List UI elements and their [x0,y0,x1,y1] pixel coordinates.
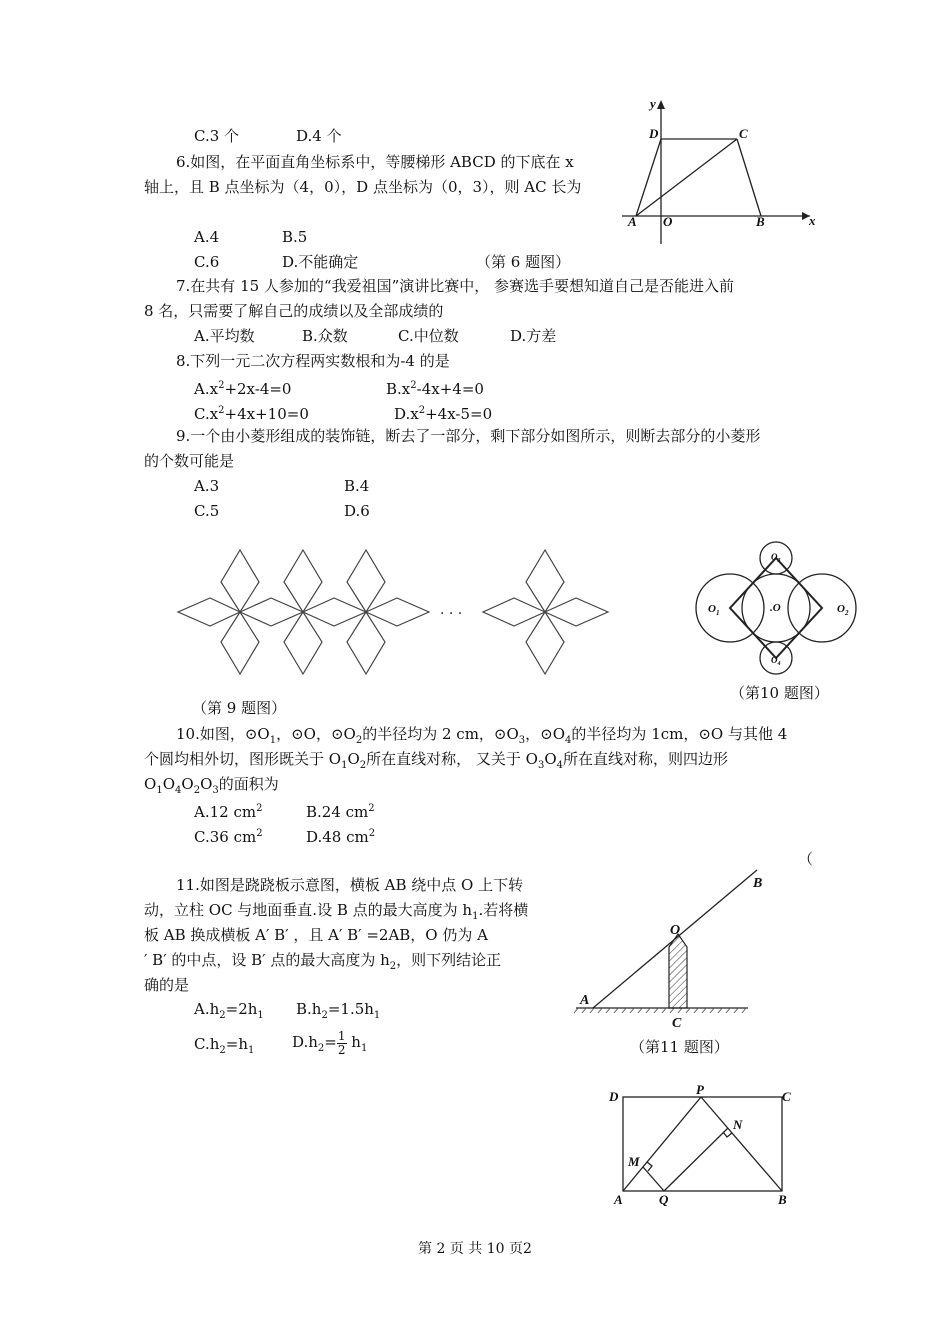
q9-rhombus-chain-figure [170,540,620,680]
q6-option-b: B.5 [282,228,308,246]
q10-label-o2: $O_2$ [837,603,849,617]
q6-diagonal-ac [636,139,737,216]
q12-right-angle-n [723,1132,732,1137]
q7-option-d: D.方差 [510,327,557,345]
q10-label-o: .O [770,602,781,614]
q9-rhombus [178,598,240,626]
q6-stem-line2: 轴上，且 B 点坐标为（4，0），D 点坐标为（0，3），则 AC 长为 [144,178,582,196]
q10-label-o4: $O_4$ [771,655,781,667]
q11-fraction-half: $\frac{1}{2}$ [337,1028,346,1057]
q11-seesaw-figure [570,862,780,1032]
q11-label-b: B [753,876,763,891]
q10-stem-line3: $O_1O_4O_2O_3$的面积为 [144,775,279,796]
q12-rectangle-abcd [623,1097,782,1191]
q10-label-o3: $O_3$ [771,552,781,564]
q10-option-a: A.12 $cm^2$ [194,803,263,821]
q9-rhombus [545,598,608,626]
q6-side-cb [737,139,761,216]
q9-option-b: B.4 [344,477,370,495]
q11-stem-line4: ′ B′ 的中点，设 B′ 点的最大高度为 $h_2$，则下列结论正 [144,951,502,972]
q11-label-a: A [580,993,590,1008]
q10-label-o1: $O_1$ [708,603,720,617]
q10-stem-line1: 10.如图，$⊙O_1$，⊙O，$⊙O_2$的半径均为 2 cm，$⊙O_3$，$⊙O_4$的半径均为 1cm，⊙O 与其他 4 [176,725,788,746]
q6-label-o: O [663,214,673,229]
q11-stem-line2: 动，立柱 OC 与地面垂直.设 B 点的最大高度为 $h_1$.若将横 [144,901,529,922]
q12-line-mq [643,1167,664,1191]
q12-label-p: P [696,1082,704,1097]
q9-ellipsis: · · · [440,606,463,622]
q7-option-b: B.众数 [302,327,348,345]
q12-line-qn [664,1128,728,1191]
q11-stem-line1: 11.如图是跷跷板示意图，横板 AB 绕中点 O 上下转 [176,876,524,894]
q6-side-ad [636,139,661,216]
q6-trapezoid-figure [620,94,820,254]
q9-rhombus [240,598,303,626]
q9-rhombus [284,550,322,612]
q10-stem-line2: 个圆均相外切，图形既关于 $O_1O_2$所在直线对称， 又关于 $O_3O_4$所在直线对称，则四边形 [144,750,729,771]
q8-option-a: $A.x^2+2x-4=0$ [194,380,292,398]
q9-stem-line2: 的个数可能是 [144,452,235,470]
q8-option-c: $C.x^2+4x+10=0$ [194,405,309,423]
q8-option-d: $D.x^2+4x-5=0$ [394,405,493,423]
stray-parenthesis: （ [798,850,814,868]
q11-option-b: $B.h_2=1.5h_1$ [296,1000,381,1021]
q10-caption: （第10 题图） [730,684,829,702]
q9-rhombus [526,612,564,674]
q11-option-c: $C.h_2=h_1$ [194,1035,255,1056]
q6-label-a: A [628,214,637,229]
q5-option-c: C.3 个 [194,127,240,145]
q11-stem-line5: 确的是 [144,976,190,994]
q12-label-b: B [778,1192,787,1207]
q7-stem-line2: 8 名，只需要了解自己的成绩以及全部成绩的 [144,302,444,320]
q6-option-c: C.6 [194,253,220,271]
q9-rhombus [347,612,385,674]
q11-option-a: $A.h_2=2h_1$ [194,1000,264,1021]
page-footer: 第 2 页 共 10 页2 [418,1241,532,1257]
q12-line-ap [623,1097,701,1191]
q11-label-c: C [672,1016,682,1031]
q7-stem-line1: 7.在共有 15 人参加的“我爱祖国”演讲比赛中， 参赛选手要想知道自己是否能进入前 [176,277,735,295]
q8-stem: 8.下列一元二次方程两实数根和为-4 的是 [176,352,450,370]
q10-circles-figure [690,538,870,678]
q11-post-oc [669,934,687,1008]
q9-rhombus [483,598,545,626]
q6-label-d: D [649,126,659,141]
q11-option-d: $D.h_2=$ $\frac{1}{2}$ $h_1$ [292,1028,368,1057]
q9-rhombus [221,612,259,674]
q10-option-d: D.48 $cm^2$ [306,828,376,846]
q9-option-d: D.6 [344,502,370,520]
q12-line-pb [701,1097,782,1191]
q9-stem-line1: 9.一个由小菱形组成的装饰链，断去了一部分，剩下部分如图所示，则断去部分的小菱形 [176,427,761,445]
q6-option-a: A.4 [194,228,220,246]
q12-right-angle-m [647,1162,652,1171]
q9-rhombus [284,612,322,674]
q12-label-a: A [614,1192,623,1207]
q9-rhombus [366,598,429,626]
q9-rhombus [221,550,259,612]
q6-label-y: y [650,96,656,111]
q11-label-o: O [670,923,681,938]
q9-rhombus [347,550,385,612]
q9-caption: （第 9 题图） [192,699,287,717]
q12-label-d: D [609,1089,619,1104]
q6-option-d: D.不能确定 [282,253,359,271]
q8-option-b: $B.x^2-4x+4=0$ [386,380,484,398]
q12-label-c: C [782,1089,791,1104]
q11-stem-line3: 板 AB 换成横板 A′ B′ ，且 A′ B′ =2AB，O 仍为 A [144,926,488,944]
q9-rhombus [526,550,564,612]
q7-option-a: A.平均数 [194,327,255,345]
q9-option-c: C.5 [194,502,220,520]
q9-option-a: A.3 [194,477,220,495]
q11-caption: （第11 题图） [630,1038,729,1056]
q10-option-b: B.24 $cm^2$ [306,803,375,821]
q12-label-n: N [733,1117,743,1132]
q6-stem-line1: 6.如图，在平面直角坐标系中，等腰梯形 ABCD 的下底在 x [176,153,574,171]
q12-rectangle-figure [602,1080,802,1210]
q9-rhombus [303,598,366,626]
q6-caption: （第 6 题图） [476,253,571,271]
q6-label-x: x [809,213,816,228]
q12-label-q: Q [659,1192,669,1207]
q10-option-c: C.36 $cm^2$ [194,828,263,846]
q5-option-d: D.4 个 [296,127,342,145]
q6-label-c: C [739,126,748,141]
q6-label-b: B [756,214,765,229]
q7-option-c: C.中位数 [398,327,459,345]
q12-label-m: M [628,1154,640,1169]
